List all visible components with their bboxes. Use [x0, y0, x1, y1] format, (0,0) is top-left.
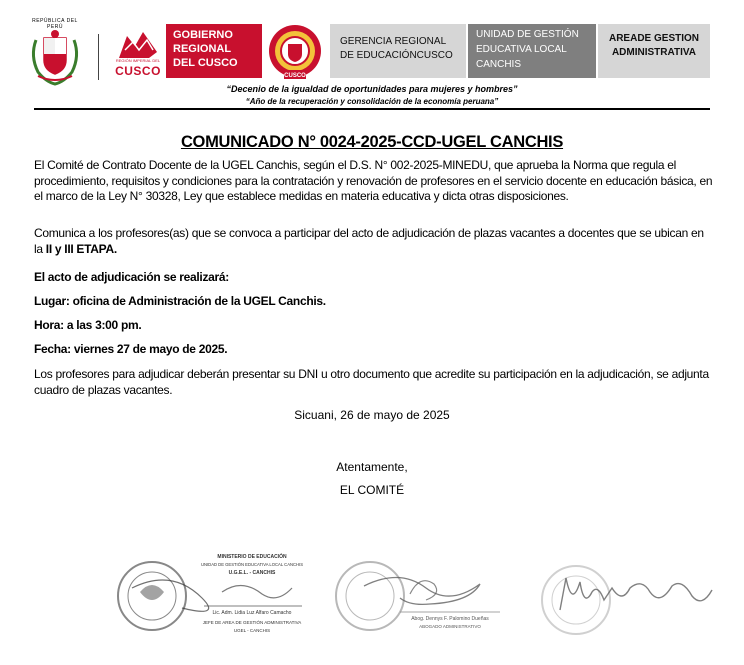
- gobierno-line-3: DEL CUSCO: [173, 57, 238, 69]
- area-line-1: AREADE GESTION: [608, 33, 699, 44]
- gerencia-regional-box: [330, 24, 466, 78]
- header-divider: [98, 34, 99, 80]
- convocatoria-text: Comunica a los profesores(as) que se convoca a participar del acto de adjudicación de plazas vacantes a docentes que se ubican en la: [34, 226, 704, 256]
- year-slogan: “Año de la recuperación y consolidación de la economía peruana”: [245, 97, 499, 106]
- area-line-2: ADMINISTRATIVA: [611, 47, 697, 58]
- hora-line: Hora: a las 3:00 pm.: [34, 318, 142, 332]
- stamp-1-line-2: UNIDAD DE GESTIÓN EDUCATIVA LOCAL CANCHIS: [200, 562, 304, 567]
- closing-salutation: Atentamente,: [336, 460, 408, 474]
- gerencia-line-2: DE EDUCACIÓNCUSCO: [340, 50, 453, 61]
- gobierno-line-2: REGIONAL: [173, 43, 232, 55]
- stamp-2-name: Abog. Dennys F. Palomino Dueñas: [411, 616, 489, 622]
- ugel-line-1: UNIDAD DE GESTIÓN: [476, 29, 579, 40]
- signature-stamp-third: [532, 548, 732, 660]
- area-gestion-box: [598, 24, 710, 78]
- paragraph-convocatoria: [34, 226, 714, 257]
- cusco-logo-word: CUSCO: [115, 64, 161, 78]
- acto-heading: El acto de adjudicación se realizará:: [34, 270, 229, 284]
- gobierno-regional-box: [166, 24, 262, 78]
- gobierno-line-1: GOBIERNO: [173, 29, 233, 41]
- convocatoria-etapa: II y III ETAPA.: [45, 241, 117, 256]
- stamp-1-role: JEFE DE AREA DE GESTIÓN ADMINISTRATIVA: [202, 620, 302, 625]
- paragraph-requirements: Los profesores para adjudicar deberán presentar su DNI u otro documento que acredite su participación en la adjudicación, se adjunta cuadro de plazas vacantes.: [34, 367, 709, 397]
- fecha-line: Fecha: viernes 27 de mayo de 2025.: [34, 342, 228, 356]
- cusco-logo-caption: REGIÓN IMPERIAL DEL: [115, 58, 161, 63]
- lugar-line: Lugar: oficina de Administración de la UGEL Canchis.: [34, 294, 326, 308]
- emblem-label: CUSCO: [284, 73, 306, 79]
- peru-coat-of-arms-icon: [28, 26, 82, 86]
- paragraph-intro: El Comité de Contrato Docente de la UGEL Canchis, según el D.S. N° 002-2025-MINEDU, que aprueba la Norma que regula el procedimiento, requisitos y condiciones para la contratación y renovación de profesores en el servicio docente en educación básica, en el marco de la Ley N° 30328, Ley que establece medidas en materia educativa y dicta otras disposiciones.: [34, 158, 713, 203]
- place-date: Sicuani, 26 de mayo de 2025: [294, 408, 450, 422]
- ugel-line-2: EDUCATIVA LOCAL: [476, 44, 567, 55]
- ugel-line-3: CANCHIS: [476, 59, 522, 70]
- stamp-2-role: ABOGADO ADMINISTRATIVO: [419, 624, 481, 629]
- signature-stamp-administracion: [112, 548, 312, 660]
- decenio-slogan: “Decenio de la igualdad de oportunidades para mujeres y hombres”: [226, 84, 518, 94]
- document-title: COMUNICADO N° 0024-2025-CCD-UGEL CANCHIS: [180, 133, 564, 151]
- cusco-emblem-icon: [266, 24, 324, 80]
- gerencia-line-1: GERENCIA REGIONAL: [340, 36, 447, 47]
- signatory: EL COMITÉ: [339, 483, 405, 497]
- signature-stamp-abogado: [330, 548, 520, 660]
- header-rule: [34, 108, 710, 110]
- ugel-canchis-box: [468, 24, 596, 78]
- republica-label: REPÚBLICA DEL PERÚ: [32, 18, 78, 30]
- stamp-1-line-1: MINISTERIO DE EDUCACIÓN: [217, 554, 287, 560]
- stamp-1-line-3: U.G.E.L. - CANCHIS: [228, 570, 276, 576]
- stamp-1-org: UGEL - CANCHIS: [233, 628, 271, 633]
- stamp-1-name: Lic. Adm. Lidia Luz Alfaro Camacho: [212, 610, 292, 616]
